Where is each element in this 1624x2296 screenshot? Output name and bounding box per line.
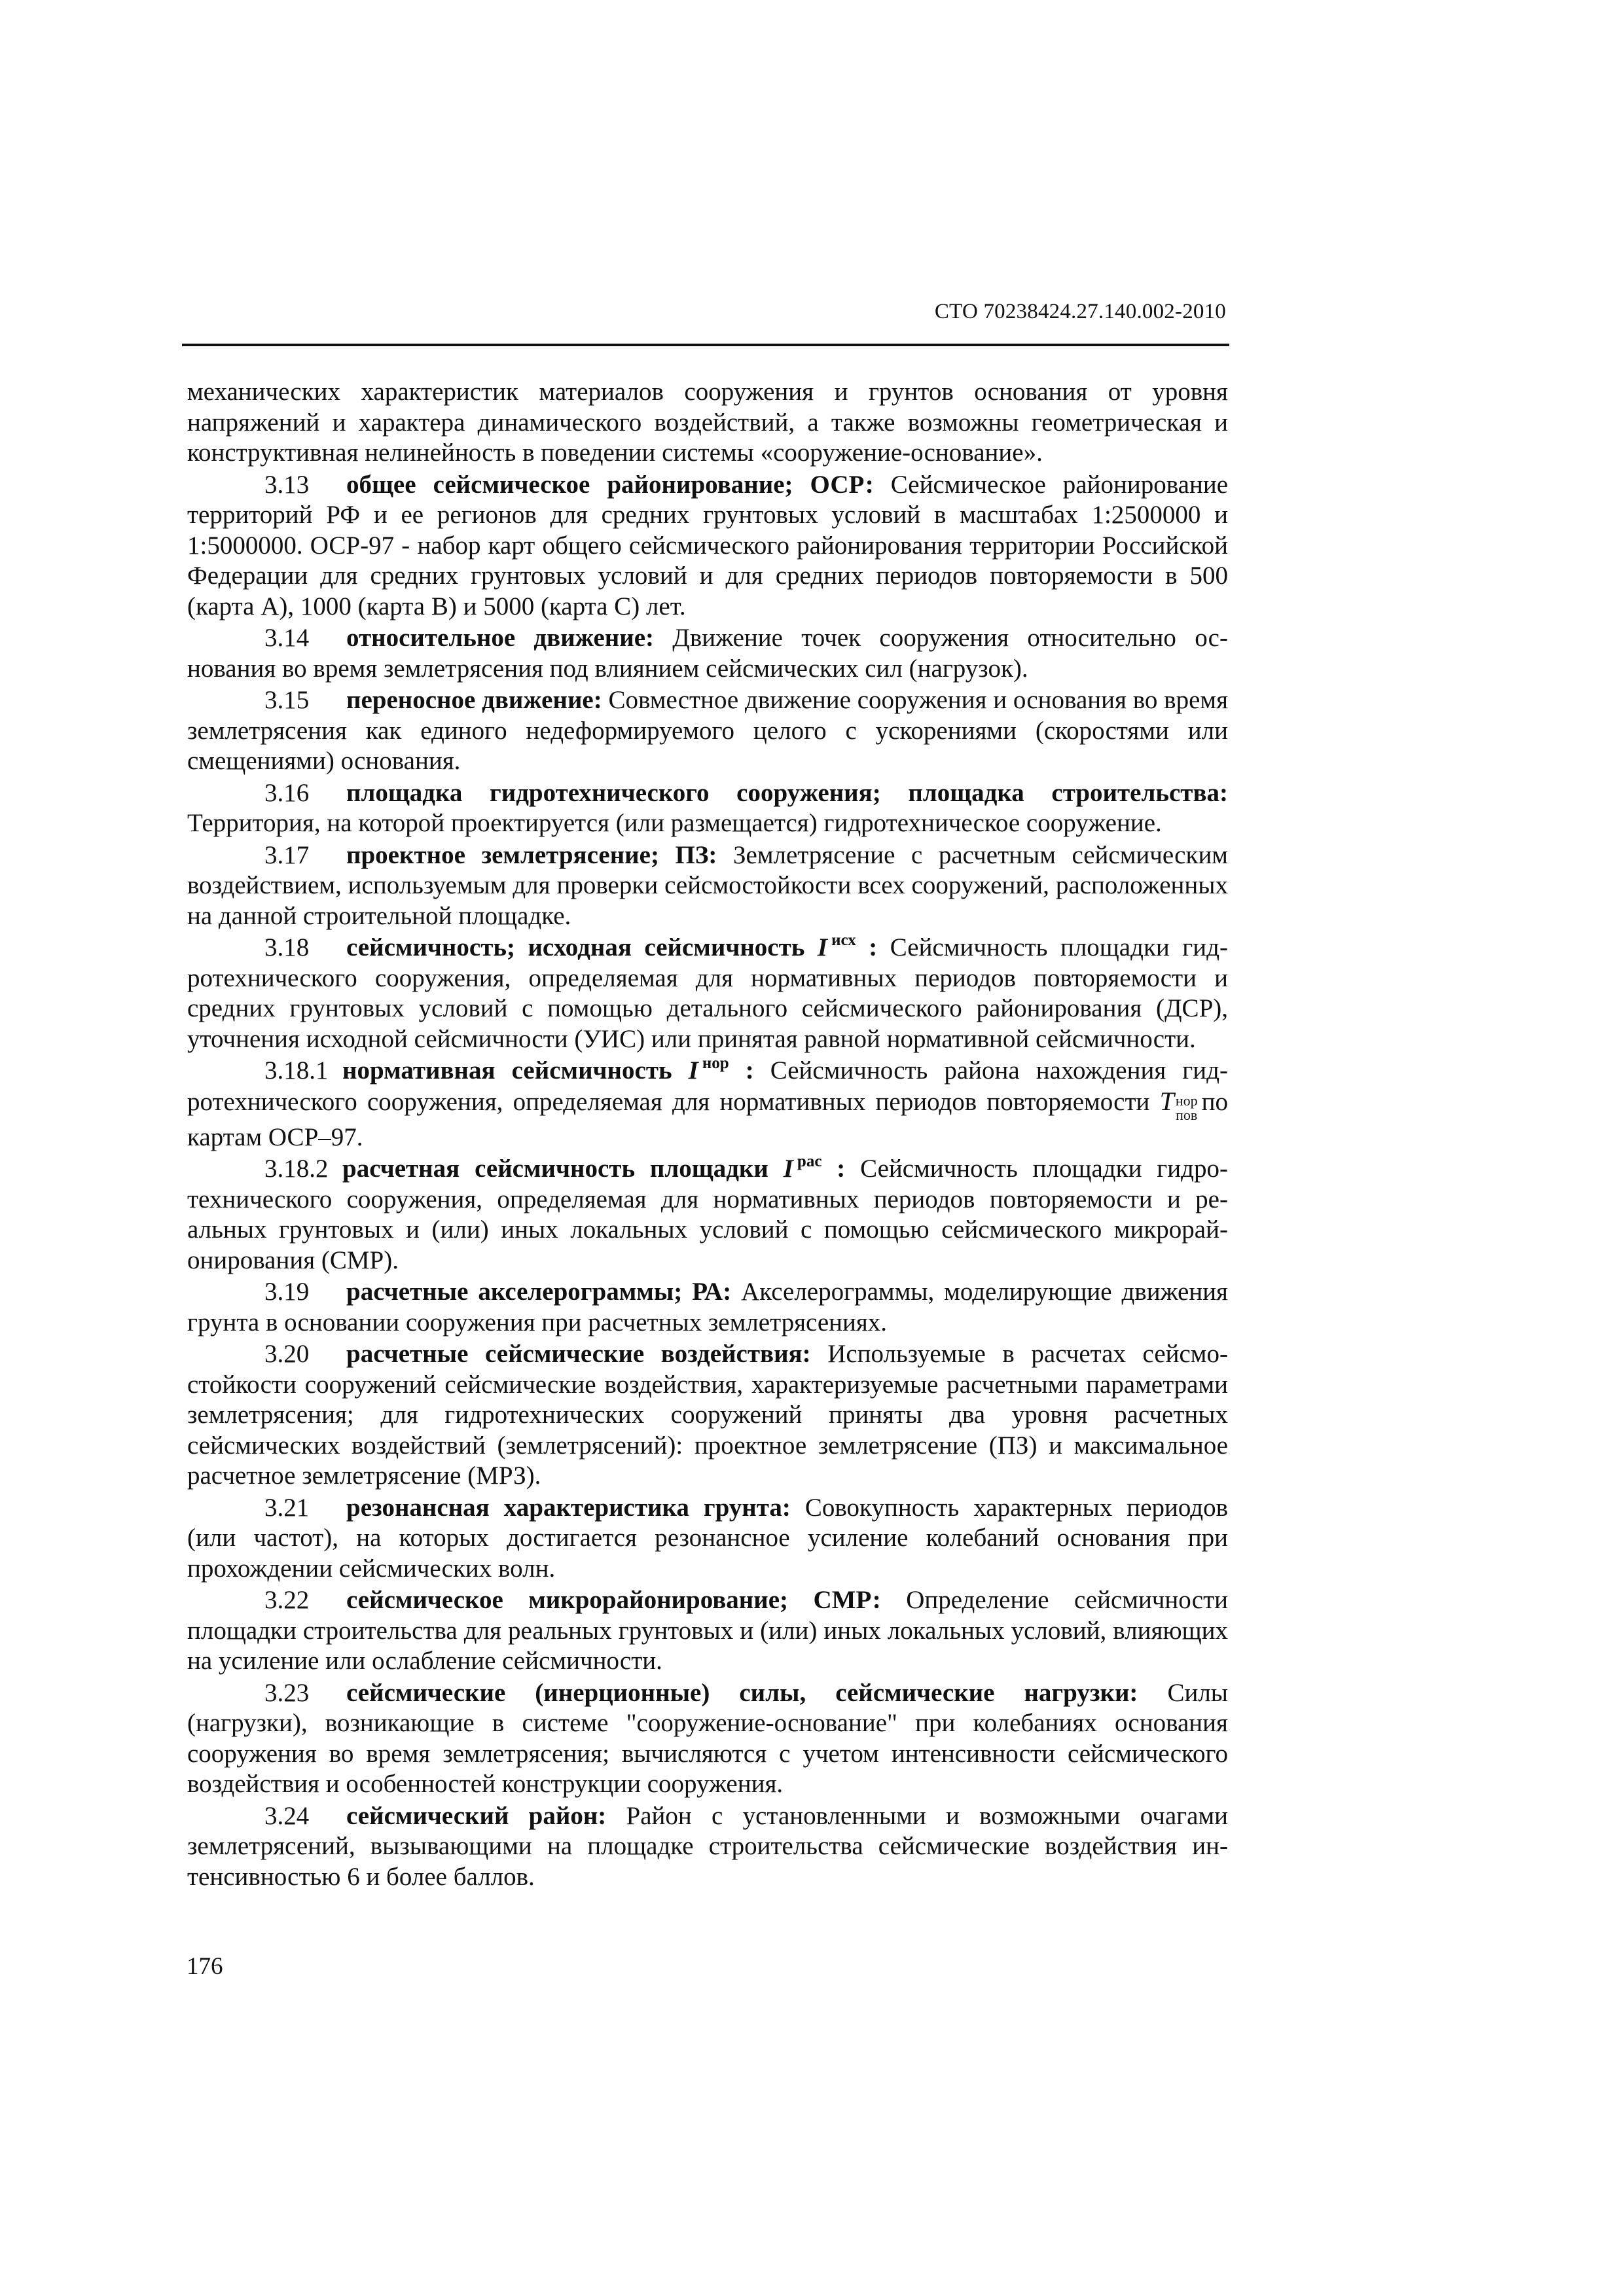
- period-superscript: нор: [1175, 1092, 1198, 1109]
- entry-text: Акселерограммы, моделирующие движения грунта в основании сооружения при расчетных землетрясениях.: [187, 1278, 1228, 1336]
- document-code: СТО 70238424.27.140.002-2010: [934, 300, 1226, 323]
- entry-number: 3.22: [264, 1586, 310, 1614]
- term-colon: :: [837, 1155, 846, 1183]
- entry-term: сейсмические (инерционные) силы, сейсмические нагрузки:: [346, 1678, 1138, 1707]
- entry-term: сейсмическое микрорайонирование; СМР:: [346, 1586, 881, 1614]
- entry-term: общее сейсмическое районирование; ОСР:: [346, 470, 874, 499]
- page-number: 176: [187, 1953, 223, 1980]
- entry-text: Сейсмичность района нахождения гидротехнического сооружения, определяемая для нормативных периодов повторяемости: [187, 1056, 1229, 1116]
- entry-text: Сейсмичность площадки гидротехнического сооружения, определяемая для нормативных периодов повторяемости и средних грунтовых условий с помощью детального сейсмического районирования (ДСР), уточнения исходной сейсмичности (УИС) или принятая равной нормативной сейсмичности.: [187, 933, 1228, 1053]
- entry-term: сейсмичность; исходная сейсмичность: [346, 933, 805, 961]
- entry-3-22: [187, 1585, 1228, 1677]
- entry-term: расчетная сейсмичность площадки: [342, 1155, 768, 1183]
- entry-text: Совместное движение сооружения и основания во время землетрясения как единого недеформируемого целого с ускорениями (скоростями или смещениями) основания.: [187, 686, 1229, 775]
- entry-3-17: [187, 840, 1228, 932]
- entry-number: 3.20: [264, 1340, 310, 1368]
- entry-text: Определение сейсмичности площадки строительства для реальных грунтовых и (или) иных локальных условий, влияющих на усиление или ослабление сейсмичности.: [187, 1586, 1228, 1675]
- entry-term: проектное землетрясение; ПЗ:: [346, 840, 717, 869]
- entry-text: Совокупность характерных периодов (или частот), на которых достигается резонансное усиление колебаний основания при прохождении сейсмических волн.: [187, 1493, 1228, 1583]
- entry-term: расчетные сейсмические воздействия:: [346, 1340, 811, 1368]
- entry-number: 3.17: [264, 840, 310, 869]
- period-symbol: T: [1159, 1086, 1174, 1116]
- entry-text: Район с установленными и возможными очагами землетрясений, вызывающими на площадке строительства сейсмические воздействия интенсивностью 6 и более баллов.: [187, 1801, 1228, 1891]
- entry-3-16: [187, 778, 1228, 839]
- entry-number: 3.21: [264, 1493, 310, 1522]
- entry-text: Территория, на которой проектируется (или размещается) гидротехническое сооружение.: [187, 809, 1162, 837]
- entry-term: переносное движение:: [346, 686, 602, 714]
- entry-term: площадка гидротехнического сооружения; площадка строительства:: [346, 778, 1228, 807]
- entry-3-18: [187, 933, 1228, 1054]
- entry-number: 3.13: [264, 470, 310, 499]
- entry-3-21: [187, 1493, 1228, 1585]
- symbol-modifier: рас: [797, 1153, 822, 1170]
- entry-number: 3.18.2: [264, 1155, 329, 1183]
- entry-3-19: [187, 1277, 1228, 1338]
- period-subscript: пов: [1176, 1106, 1198, 1123]
- entry-number: 3.18.1: [264, 1056, 329, 1085]
- term-colon: :: [869, 933, 878, 961]
- intensity-symbol: I: [688, 1056, 698, 1085]
- entry-number: 3.19: [264, 1278, 310, 1306]
- entry-text: Используемые в расчетах сейсмостойкости сооружений сейсмические воздействия, характеризуемые расчетными параметрами землетрясения; для гидротехнических сооружений приняты два уровня расчетных сейсмических воздействий (землетрясений): проектное землетрясение (ПЗ) и максимальное расчетное землетрясение (МРЗ).: [187, 1340, 1228, 1490]
- entry-term: относительное движение:: [346, 624, 654, 652]
- entry-3-23: [187, 1678, 1228, 1800]
- entry-3-18-1: [187, 1056, 1228, 1153]
- entry-text: Землетрясение с расчетным сейсмическим воздействием, используемым для проверки сейсмостойкости всех сооружений, расположенных на данной строительной площадке.: [187, 840, 1228, 930]
- entry-term: резонансная характеристика грунта:: [346, 1493, 791, 1522]
- entry-3-15: [187, 685, 1228, 777]
- entry-text: Сейсмическое районирование территорий РФ и ее регионов для средних грунтовых условий в масштабах 1:2500000 и 1:5000000. ОСР-97 - набор карт общего сейсмического районирования территории Российской Федерации для средних грунтовых условий и для средних периодов повторяемости в 500 (карта А), 1000 (карта В) и 5000 (карта С) лет.: [187, 470, 1228, 620]
- entry-3-24: [187, 1801, 1228, 1893]
- entry-number: 3.15: [264, 686, 310, 714]
- term-colon: :: [745, 1056, 754, 1085]
- entry-number: 3.23: [264, 1678, 310, 1707]
- entry-text-tail: по картам ОСР–97.: [187, 1087, 1228, 1151]
- entry-3-20: [187, 1339, 1228, 1492]
- entry-term: сейсмический район:: [346, 1801, 607, 1830]
- entry-text: Движение точек сооружения относительно основания во время землетрясения под влиянием сейсмических сил (нагрузок).: [187, 624, 1228, 683]
- intensity-symbol: I: [817, 933, 828, 961]
- entry-number: 3.18: [264, 933, 310, 961]
- entry-3-13: [187, 470, 1228, 622]
- entry-3-14: [187, 623, 1228, 684]
- entry-term: расчетные акселерограммы; РА:: [346, 1278, 732, 1306]
- continuation-paragraph: механических характеристик материалов сооружения и грунтов основания от уровня напряжений и характера динамического воздействий, а также возможны геометрическая и конструктивная нелинейность в поведении системы «сооружение-основание».: [187, 378, 1228, 467]
- entry-text: Силы (нагрузки), возникающие в системе "сооружение-основание" при колебаниях основания сооружения во время землетрясения; вычисляются с учетом интенсивности сейсмического воздействия и особенностей конструкции сооружения.: [187, 1678, 1228, 1798]
- entry-number: 3.24: [264, 1801, 310, 1830]
- entry-3-18-2: [187, 1154, 1228, 1276]
- entry-number: 3.16: [264, 778, 310, 807]
- period-indices: [1176, 1094, 1198, 1122]
- entry-number: 3.14: [264, 624, 310, 652]
- entry-term: нормативная сейсмичность: [342, 1056, 672, 1085]
- entry-text: Сейсмичность площадки гидротехнического сооружения, определяемая для нормативных периодов повторяемости и реальных грунтовых и (или) иных локальных условий с помощью сейсмического микрорайонирования (СМР).: [187, 1155, 1229, 1274]
- symbol-modifier: исх: [831, 931, 856, 949]
- intensity-symbol: I: [783, 1155, 793, 1183]
- header-rule: [182, 344, 1229, 346]
- document-body: [187, 377, 1228, 1892]
- symbol-modifier: нор: [702, 1054, 729, 1072]
